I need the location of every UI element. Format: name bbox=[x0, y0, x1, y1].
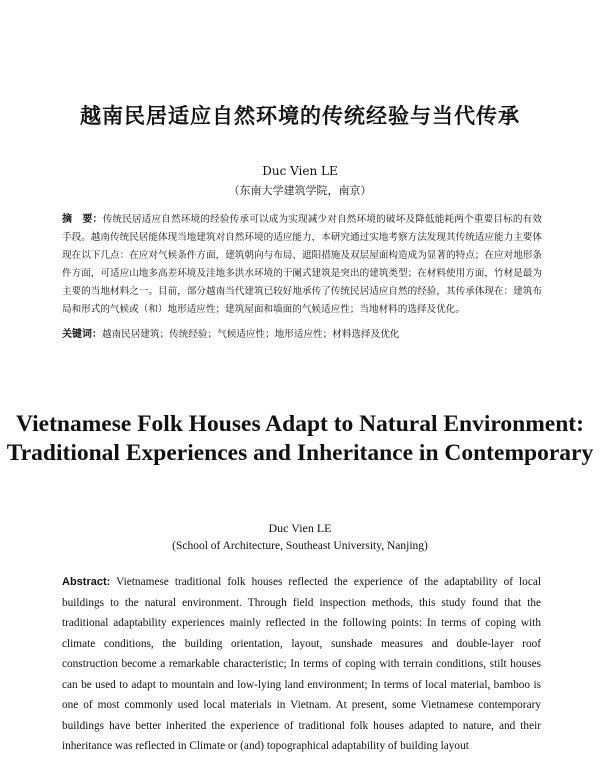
chinese-author: Duc Vien LE bbox=[262, 164, 338, 178]
english-abstract-label: Abstract: bbox=[62, 576, 111, 588]
english-title: Vietnamese Folk Houses Adapt to Natural Environment: Traditional Experiences and Inheritance in Contemporary bbox=[6, 411, 594, 466]
english-abstract bbox=[62, 572, 541, 757]
chinese-abstract-label: 摘 要： bbox=[62, 214, 103, 225]
chinese-keywords bbox=[62, 326, 542, 344]
chinese-abstract bbox=[62, 211, 542, 319]
chinese-affiliation: （东南大学建筑学院，南京） bbox=[228, 184, 372, 197]
chinese-keywords-label: 关键词： bbox=[62, 329, 102, 340]
chinese-title: 越南民居适应自然环境的传统经验与当代传承 bbox=[80, 104, 520, 128]
chinese-keywords-text: 越南民居建筑；传统经验；气候适应性；地形适应性；材料选择及优化 bbox=[102, 329, 400, 340]
chinese-abstract-text: 传统民居适应自然环境的经验传承可以成为实现减少对自然环境的破坏及降低能耗两个重要目标的有效手段。越南传统民居能体现当地建筑对自然环境的适应能力，本研究通过实地考察方法发现其传统适应能力主要体现在以下几点：在应对气候条件方面，建筑朝向与布局、遮阳措施及双层屋面构造成为显著的特点；在应对地形条件方面，可适应山地多高差环境及洼地多洪水环境的干阑式建筑是突出的建筑类型；在材料使用方面，竹材是最为主要的当地材料之一。目前，部分越南当代建筑已较好地承传了传统民居适应自然的经验，其传承体现在：建筑布局和形式的气候或（和）地形适应性；建筑屋面和墙面的气候适应性；当地材料的选择及优化。 bbox=[62, 214, 543, 315]
english-abstract-text: Vietnamese traditional folk houses reflected the experience of the adaptability of local buildings to the natural environment. Through field inspection methods, this study found that the traditional adaptability experiences mainly reflected in the following points: In terms of coping with climate conditions, the building orientation, layout, sunshade measures and double-layer roof construction become a remarkable characteristic; In terms of coping with terrain conditions, stilt houses can be used to adapt to mountain and low-lying land environment; In terms of local material, bamboo is one of most commonly used local materials in Vietnam. At present, some Vietnamese contemporary buildings have better inherited the experience of traditional folk houses adapted to nature, and their inheritance was reflected in Climate or (and) topographical adaptability of building layout bbox=[62, 576, 541, 752]
english-author: Duc Vien LE bbox=[268, 521, 332, 535]
english-affiliation: (School of Architecture, Southeast University, Nanjing) bbox=[172, 540, 428, 552]
